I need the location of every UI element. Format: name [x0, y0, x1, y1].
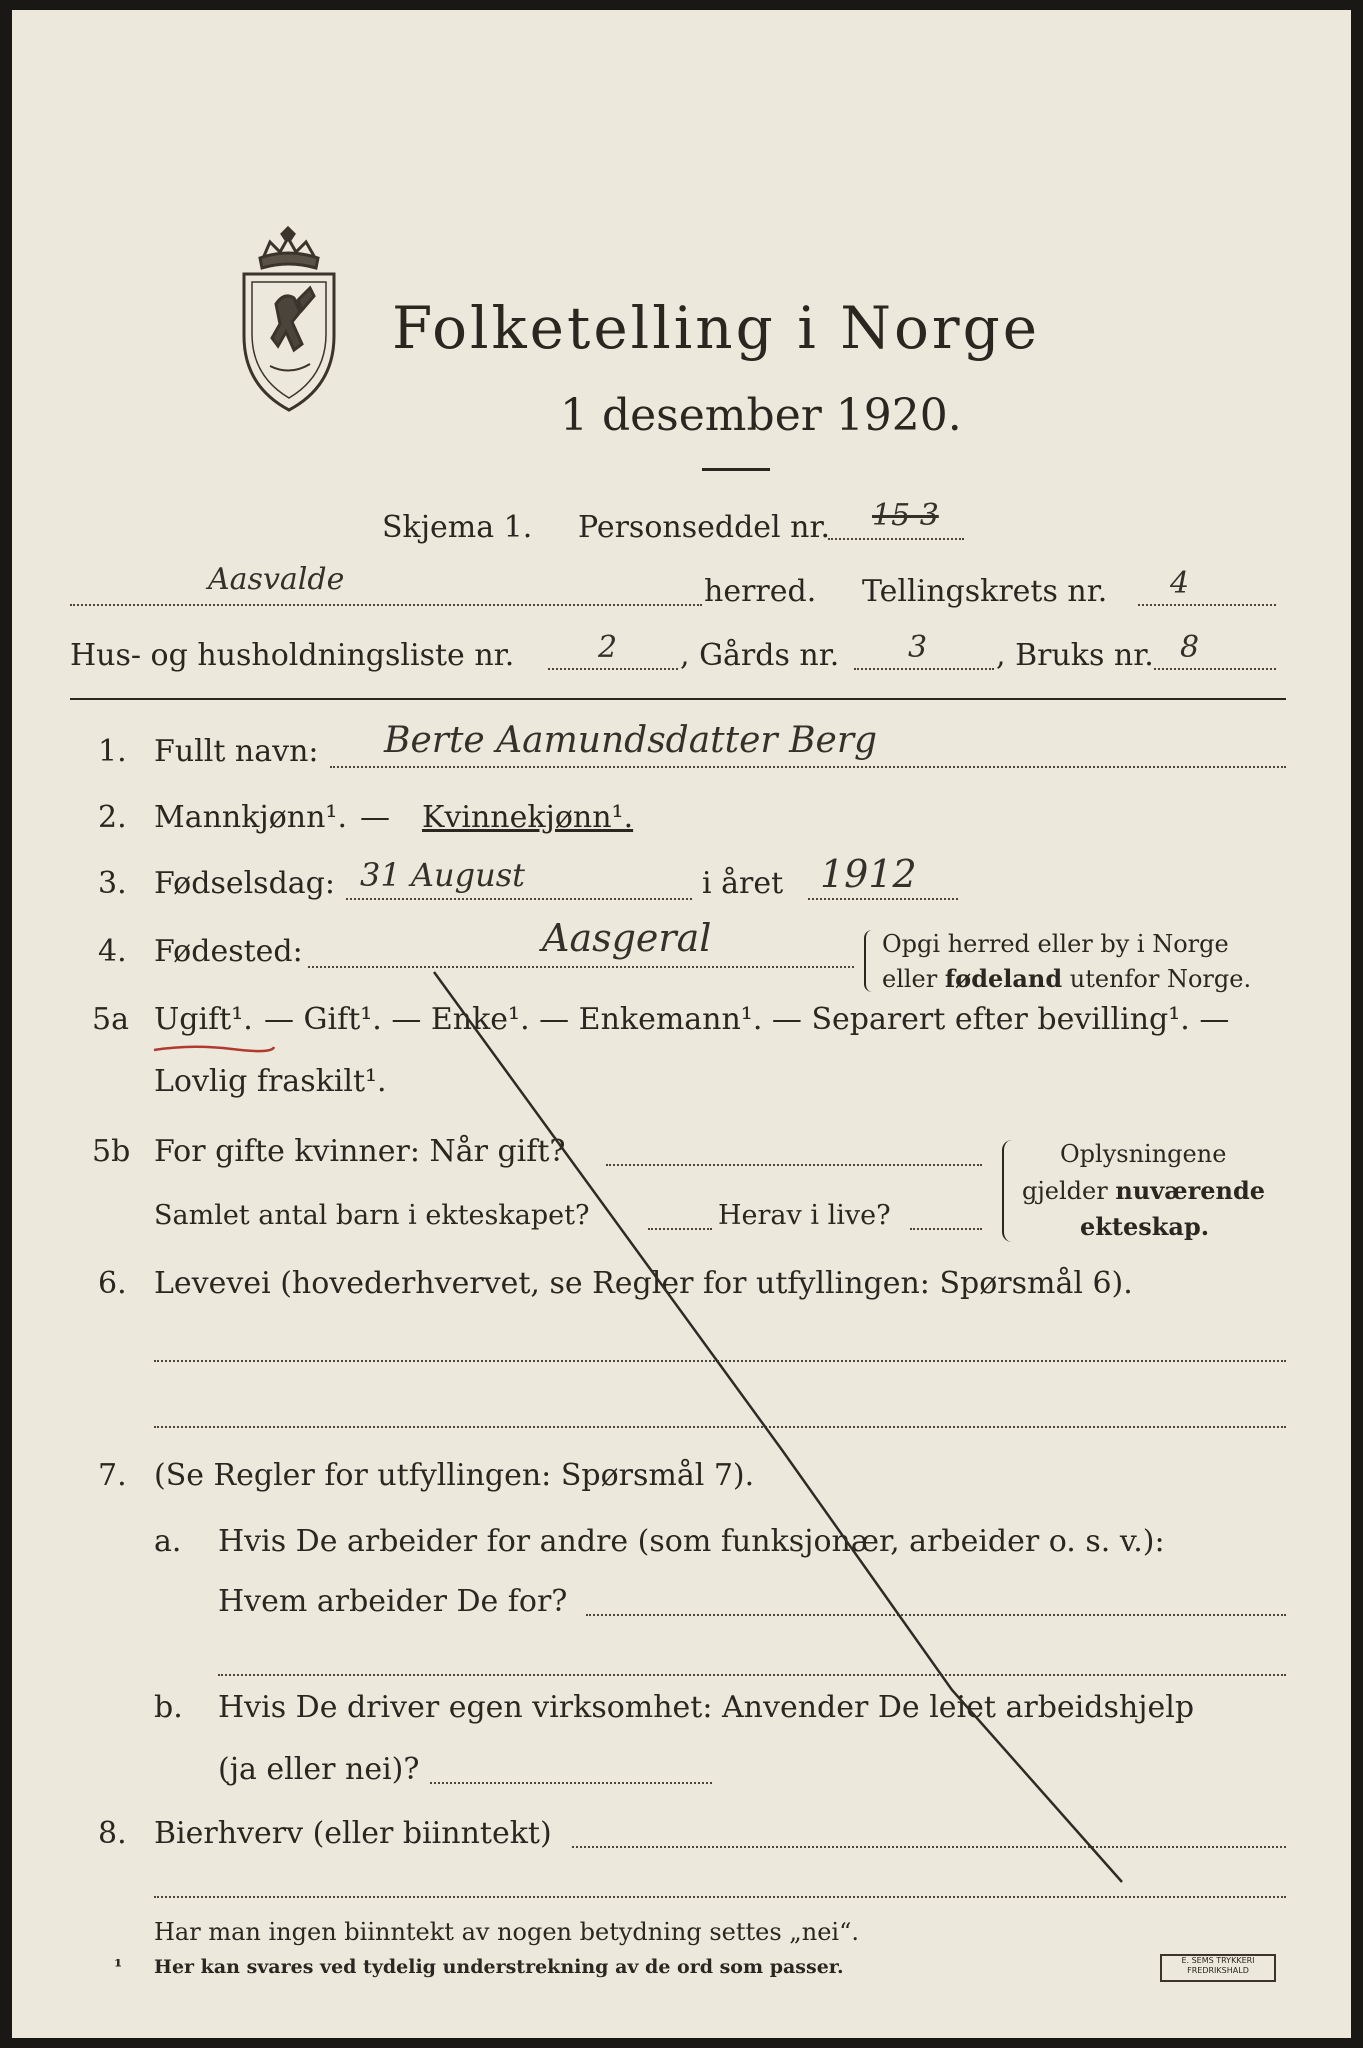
q3-year-line [808, 898, 958, 900]
q5a-ugift: Ugift¹. [154, 1002, 253, 1037]
header-rule [70, 698, 1286, 700]
q4-number: 4. [98, 934, 127, 969]
q5b-line1: For gifte kvinner: Når gift? [154, 1134, 566, 1169]
ugift-underline-mark [152, 1042, 276, 1056]
q2-male: Mannkjønn¹. [154, 800, 347, 835]
skjema-label: Skjema 1. [382, 510, 533, 545]
q7b-number: b. [154, 1690, 183, 1725]
personseddel-label: Personseddel nr. [578, 510, 831, 545]
gards-line [854, 668, 994, 670]
q4-line [308, 966, 854, 968]
q5b-line2b: Herav i live? [718, 1200, 891, 1231]
q3-number: 3. [98, 866, 127, 901]
q5b-note-line2: gjelder nuværende [1022, 1176, 1266, 1205]
q3-label: Fødselsdag: [154, 866, 335, 901]
q7a-number: a. [154, 1524, 182, 1559]
printer-stamp: E. SEMS TRYKKERI FREDRIKSHALD [1160, 1954, 1276, 1982]
census-date: 1 desember 1920. [560, 390, 962, 441]
q8-line2 [154, 1896, 1286, 1898]
q8-label: Bierhverv (eller biinntekt) [154, 1816, 552, 1851]
q4-value: Aasgeral [542, 916, 712, 960]
coat-of-arms-icon [230, 226, 350, 416]
q5a-options: — Gift¹. — Enke¹. — Enkemann¹. — Separert efter bevilling¹. — [264, 1002, 1230, 1037]
q7b-line2: (ja eller nei)? [218, 1752, 420, 1787]
diagonal-strike-line [432, 970, 1132, 1890]
q2-number: 2. [98, 800, 127, 835]
q3-year-value: 1912 [820, 852, 917, 896]
q1-label: Fullt navn: [154, 734, 319, 769]
q1-number: 1. [98, 734, 127, 769]
q3-line [346, 898, 692, 900]
q4-note-line1: Opgi herred eller by i Norge [882, 930, 1229, 958]
q6-number: 6. [98, 1266, 127, 1301]
q2-female: Kvinnekjønn¹. [422, 800, 634, 835]
footnote-text: Her kan svares ved tydelig understrekning av de ord som passer. [154, 1956, 844, 1978]
tellingskrets-line [1138, 604, 1276, 606]
hus-line [548, 668, 678, 670]
q2-dash: — [360, 800, 390, 835]
q7b-line1: Hvis De driver egen virksomhet: Anvender De leiet arbeidshjelp [218, 1690, 1195, 1725]
q1-value: Berte Aamundsdatter Berg [384, 720, 878, 761]
q5b-number: 5b [92, 1134, 131, 1169]
form-title: Folketelling i Norge [392, 294, 1041, 362]
q3-year-label: i året [702, 866, 784, 901]
q5a-line2: Lovlig fraskilt¹. [154, 1064, 387, 1099]
q1-line [330, 766, 1286, 768]
biinntekt-note: Har man ingen biinntekt av nogen betydning settes „nei“. [154, 1918, 859, 1946]
q4-note-line2: eller fødeland utenfor Norge. [882, 964, 1252, 993]
q5a-number: 5a [92, 1002, 129, 1037]
q7a-line2: Hvem arbeider De for? [218, 1584, 568, 1619]
bruks-line [1154, 668, 1276, 670]
herred-label: herred. [704, 574, 817, 609]
personseddel-line [828, 538, 964, 540]
q5b-line2a: Samlet antal barn i ekteskapet? [154, 1200, 590, 1231]
personseddel-value: 15 3 [872, 498, 939, 533]
census-form-page [12, 10, 1351, 2038]
q5b-note-line1: Oplysningene [1060, 1140, 1227, 1168]
gards-label: , Gårds nr. [680, 638, 840, 673]
gards-value: 3 [908, 630, 928, 665]
q4-label: Fødested: [154, 934, 303, 969]
bruks-value: 8 [1180, 630, 1200, 665]
q7-label: (Se Regler for utfyllingen: Spørsmål 7). [154, 1458, 755, 1493]
q7a-line1: Hvis De arbeider for andre (som funksjonær, arbeider o. s. v.): [218, 1524, 1165, 1559]
bruks-label: , Bruks nr. [996, 638, 1154, 673]
hus-label: Hus- og husholdningsliste nr. [70, 638, 515, 673]
herred-value: Aasvalde [208, 562, 345, 597]
tellingskrets-value: 4 [1170, 566, 1190, 601]
hus-value: 2 [598, 630, 618, 665]
q7-number: 7. [98, 1458, 127, 1493]
title-divider [702, 468, 770, 471]
herred-line [70, 604, 702, 606]
q5b-note-line3: ekteskap. [1080, 1212, 1210, 1241]
tellingskrets-label: Tellingskrets nr. [862, 574, 1108, 609]
q3-value: 31 August [360, 856, 525, 894]
footnote-marker: ¹ [114, 1956, 123, 1978]
q8-number: 8. [98, 1816, 127, 1851]
q6-label: Levevei (hovederhvervet, se Regler for utfyllingen: Spørsmål 6). [154, 1266, 1133, 1301]
